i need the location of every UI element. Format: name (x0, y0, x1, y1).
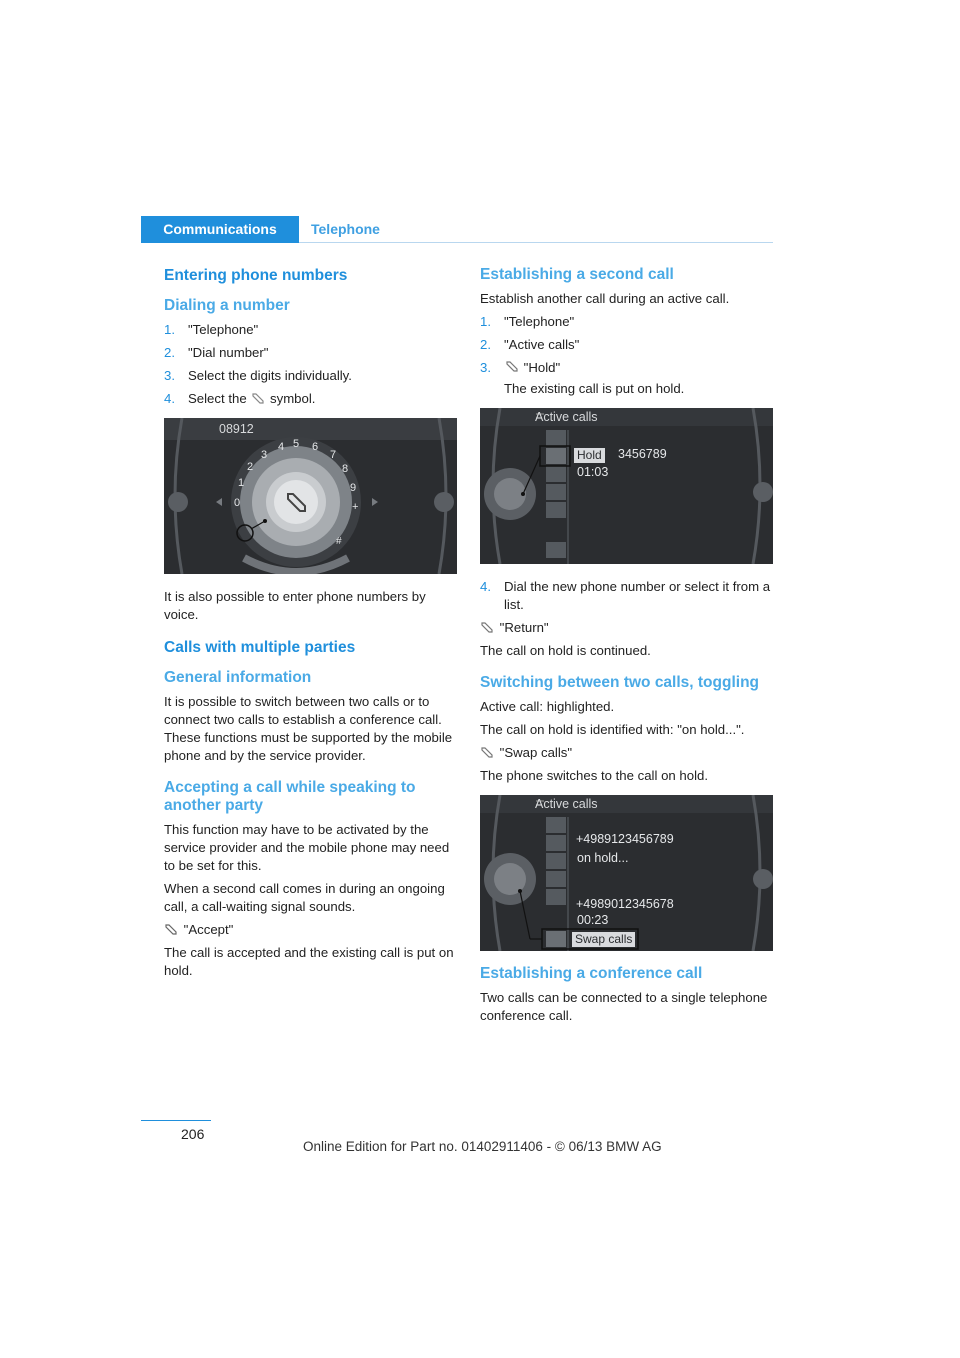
step-text: symbol. (270, 391, 316, 406)
call-number: 3456789 (618, 447, 667, 461)
screen-title: Active calls (535, 410, 598, 424)
list-item (164, 390, 458, 408)
heading-calls-multiple-parties: Calls with multiple parties (164, 639, 356, 656)
swap-menu-item (480, 744, 774, 762)
call-status: on hold... (577, 851, 629, 865)
heading-accepting-call: Accepting a call while speaking to another party (164, 779, 416, 814)
swap-label: "Swap calls" (499, 745, 573, 760)
digit-2: 2 (247, 461, 254, 473)
digit-0: 0 (234, 497, 241, 509)
heading-switching-calls: Switching between two calls, toggling (480, 674, 760, 691)
accept-call-icon (164, 923, 180, 935)
step-text: "Telephone" (188, 322, 259, 337)
heading-entering-phone-numbers: Entering phone numbers (164, 267, 348, 284)
general-information-text: It is possible to switch between two calls or to connect two calls to establish a conference call. These functions must be supported by the mobile phone and by the service provider. (164, 694, 453, 763)
digit-1: 1 (238, 477, 245, 489)
swap-calls-icon (480, 746, 496, 758)
left-column (164, 266, 458, 985)
call-number: +4989012345678 (576, 897, 674, 911)
list-item (480, 359, 774, 377)
accepting-call-text: This function may have to be activated by the service provider and the mobile phone may need to be set for this. (164, 822, 450, 873)
swap-calls-option: Swap calls (572, 932, 635, 947)
digit-plus: + (352, 501, 359, 513)
heading-general-information: General information (164, 669, 312, 686)
step-text: "Telephone" (504, 314, 575, 329)
tab-telephone[interactable]: Telephone (311, 221, 380, 237)
step-text: Dial the new phone number or select it from a list. (504, 579, 771, 612)
conference-call-text: Two calls can be connected to a single telephone conference call. (480, 990, 768, 1023)
step-number: 3. (164, 368, 175, 383)
call-waiting-text: When a second call comes in during an ongoing call, a call-waiting signal sounds. (164, 881, 445, 914)
step-number: 3. (480, 360, 491, 375)
step-text: Select the digits individually. (188, 368, 352, 383)
page-number: 206 (181, 1126, 205, 1142)
step-number: 2. (480, 337, 491, 352)
list-item (164, 367, 458, 385)
voice-entry-text: It is also possible to enter phone numbers by voice. (164, 589, 426, 622)
active-calls-swap-screenshot (480, 795, 773, 951)
call-duration: 01:03 (577, 465, 609, 479)
active-highlighted-text: Active call: highlighted. (480, 699, 615, 714)
dial-display: 08912 (219, 422, 254, 436)
digit-hash: # (336, 536, 342, 547)
right-column (480, 266, 774, 1030)
digit-7: 7 (330, 449, 337, 461)
header-bar (141, 216, 773, 243)
footer-divider (141, 1120, 211, 1121)
return-label: "Return" (499, 620, 549, 635)
screen-title: Active calls (535, 797, 598, 811)
digit-8: 8 (342, 463, 349, 475)
hold-option: Hold (574, 448, 605, 463)
active-calls-hold-screenshot (480, 408, 773, 564)
dial-number-screenshot (164, 418, 457, 574)
step-number: 1. (164, 322, 175, 337)
hold-result-text: The existing call is put on hold. (504, 381, 685, 396)
accept-label: "Accept" (183, 922, 234, 937)
return-result-text: The call on hold is continued. (480, 643, 651, 658)
digit-5: 5 (293, 438, 300, 450)
return-menu-item (480, 619, 774, 637)
swap-result-text: The phone switches to the call on hold. (480, 768, 708, 783)
digit-4: 4 (278, 441, 285, 453)
step-number: 4. (164, 391, 175, 406)
step-text: Select the (188, 391, 247, 406)
step-text: "Active calls" (504, 337, 580, 352)
call-duration: 00:23 (577, 913, 609, 927)
list-item (164, 344, 458, 362)
heading-conference-call: Establishing a conference call (480, 965, 703, 982)
return-call-icon (480, 621, 496, 633)
list-item (480, 313, 774, 331)
step-number: 2. (164, 345, 175, 360)
list-item (480, 336, 774, 354)
footer-edition: Online Edition for Part no. 01402911406 - © 06/13 BMW AG (303, 1139, 662, 1154)
step-number: 4. (480, 579, 491, 594)
step-number: 1. (480, 314, 491, 329)
accept-menu-item (164, 921, 458, 939)
digit-6: 6 (312, 441, 319, 453)
heading-establishing-second-call: Establishing a second call (480, 266, 674, 283)
call-number: +4989123456789 (576, 832, 674, 846)
heading-dialing-a-number: Dialing a number (164, 297, 290, 314)
hold-icon (504, 361, 520, 373)
list-item (480, 578, 774, 614)
list-item (164, 321, 458, 339)
tab-communications[interactable]: Communications (141, 216, 299, 243)
hold-identified-text: The call on hold is identified with: "on hold...". (480, 722, 745, 737)
step-text: "Hold" (523, 360, 561, 375)
digit-9: 9 (350, 482, 357, 494)
step-text: "Dial number" (188, 345, 269, 360)
second-call-intro: Establish another call during an active call. (480, 291, 730, 306)
accept-result-text: The call is accepted and the existing call is put on hold. (164, 945, 454, 978)
handset-icon (250, 392, 266, 404)
digit-3: 3 (261, 449, 268, 461)
